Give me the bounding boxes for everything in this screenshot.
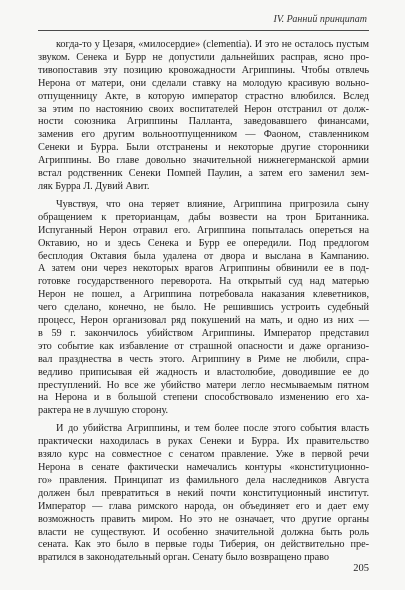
text-line: вратился в законодательный орган. Сенату было возвращено право xyxy=(38,552,329,564)
text-line: Нерон не пошел, а Агриппина потребовала наказания клеветников, xyxy=(38,289,369,301)
text-line: рактера не в лучшую сторону. xyxy=(38,405,169,417)
running-head: IV. Ранний принципат xyxy=(273,14,367,25)
text-line: сената. Как это было в первые годы Тиберия, он действительно пре- xyxy=(38,539,369,551)
text-line: когда-то у Цезаря, «милосердие» (clementia). И это не осталось пустым xyxy=(56,39,369,50)
text-line: Чувствуя, что она теряет влияние, Агриппина пригрозила сыну xyxy=(56,198,369,210)
text-line: преступлений. Но все же убийство матери легло несмываемым пятном xyxy=(38,379,369,391)
text-line: Испуганный Нерон отравил его. Агриппина попыталась опереться на xyxy=(38,224,369,236)
text-line: готовке государственного переворота. На открытый суд над матерью xyxy=(38,276,369,288)
body-text xyxy=(38,39,369,565)
text-line: Нерона от матери, они сделали ставку на молодую красивую вольно- xyxy=(38,77,369,89)
text-line: Агриппины. Во главе довольно значительной нижнегерманской армии xyxy=(38,155,369,167)
text-line: встал родственник Сенеки Помпей Паулин, а затем его заменил зем- xyxy=(38,168,369,180)
text-line: Сенеки и Бурра. Были отстранены и некоторые другие сторонники xyxy=(38,142,369,154)
text-line: заменив его другим вольноотпущенником — Фаоном, ставленником xyxy=(38,129,369,141)
text-line: возможность править миром. Но это не означает, что другие органы xyxy=(38,513,369,525)
text-line: это событие как избавление от страшной опасности и даже организо- xyxy=(38,340,369,352)
text-line: Нерона в сенате фактически намечались контуры «конституционно- xyxy=(38,462,369,473)
paragraph xyxy=(38,199,369,418)
text-line: должен был превратиться в некий почти конституционный институт. xyxy=(38,487,369,499)
text-line: на Нерона и в большой степени способствовало изменению его ха- xyxy=(38,392,369,404)
text-line: власти не существуют. И особенно значительной должна быть роль xyxy=(38,526,369,538)
text-line: чего сделано, конечно, не было. Не решившись устроить судебный xyxy=(38,302,369,314)
text-line: А затем они через некоторых врагов Агриппины обвинили ее в под- xyxy=(38,263,369,275)
text-line: го» правления. Принципат из фамильного дела наследников Августа xyxy=(38,474,369,486)
text-line: И до убийства Агриппины, и тем более после этого события власть xyxy=(56,423,369,435)
text-line: взяло курс на совместное с сенатом правление. Уже в первой речи xyxy=(38,449,369,461)
text-line: в 59 г. закончилось убийством Агриппины. Император представил xyxy=(38,327,369,339)
text-line: ности союзника Агриппины Палланта, заведовавшего финансами, xyxy=(38,116,369,128)
text-line: звуком. Сенека и Бурр не допустили дальнейших расправ, ясно про- xyxy=(38,51,369,63)
text-line: вал празднества в честь этого. Агриппину в Риме не любили, спра- xyxy=(38,353,369,365)
text-line: бесплодия Октавия была удалена от двора и выслана в Кампанию. xyxy=(38,250,369,262)
text-line: ляк Бурра Л. Дувий Авит. xyxy=(38,180,150,192)
paragraph xyxy=(38,39,369,194)
text-line: практически находилась в руках Сенеки и Бурра. Их правительство xyxy=(38,436,369,448)
text-line: Император — глава римского народа, он объединяет его и дает ему xyxy=(38,500,369,512)
text-line: Октавию, но и здесь Сенека и Бурр ее опередили. Под предлогом xyxy=(38,237,369,249)
header-rule xyxy=(38,30,369,31)
text-line: процесс, Нерон организовал ряд покушений на мать, и одно из них — xyxy=(38,315,369,327)
text-line: ведливо приписывая ей жадность и властолюбие, доводившие ее до xyxy=(38,366,369,378)
text-line: отпущенницу Акте, в которую император страстно влюбился. Вслед xyxy=(38,90,369,102)
text-line: обращением к преторианцам, дабы возвести на трон Британника. xyxy=(38,211,369,223)
text-line: за этим по настоянию своих воспитателей Нерон отстранил от долж- xyxy=(38,103,369,115)
paragraph xyxy=(38,423,369,565)
text-line: тивопоставив эту позицию кровожадности Агриппины. Чтобы отвлечь xyxy=(38,64,369,76)
page-number: 205 xyxy=(353,563,369,574)
